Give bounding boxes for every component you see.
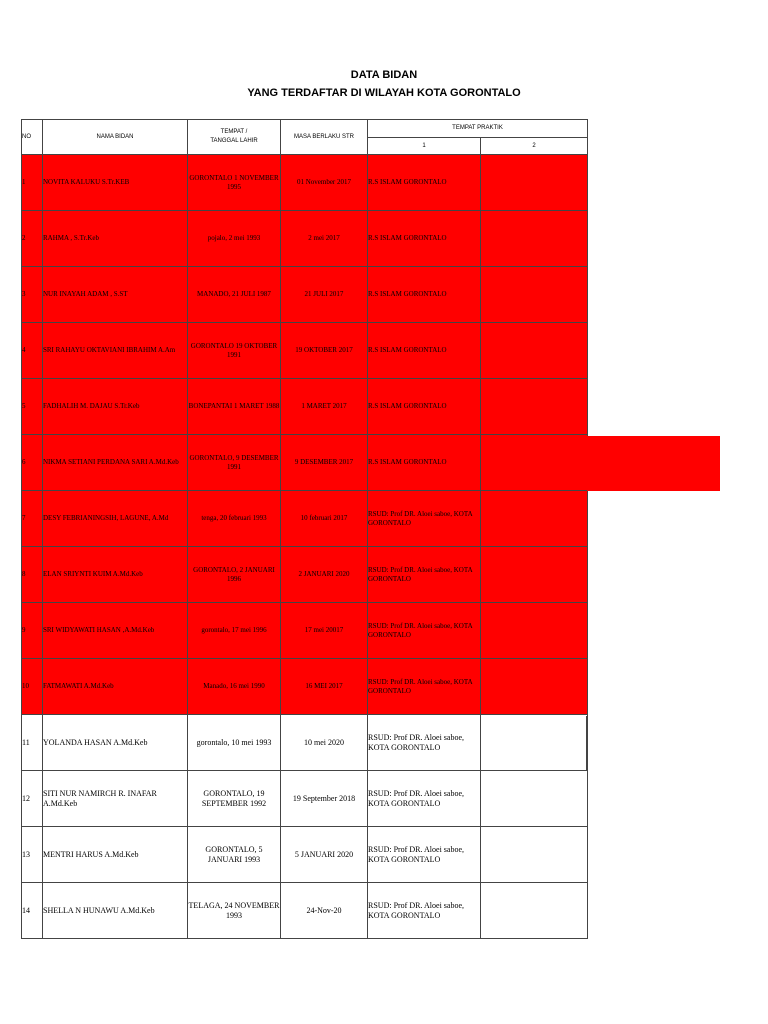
tempat-tanggal-lahir-cell: GORONTALO, 2 JANUARI 1996 [188, 547, 281, 603]
masa-berlaku-cell: 2 JANUARI 2020 [281, 547, 368, 603]
table-row [22, 323, 588, 379]
nama-bidan-cell: NOVITA KALUKU S.Tr.KEB [43, 155, 188, 211]
header-praktik-1: 1 [368, 138, 481, 155]
header-no: NO [22, 120, 43, 155]
table-row [22, 603, 588, 659]
tempat-tanggal-lahir-cell: tenga, 20 februari 1993 [188, 491, 281, 547]
masa-berlaku-cell: 19 OKTOBER 2017 [281, 323, 368, 379]
document-title [0, 66, 768, 102]
table-row [22, 715, 588, 771]
nama-bidan-cell: DESY FEBRIANINGSIH, LAGUNE, A.Md [43, 491, 188, 547]
masa-berlaku-cell: 21 JULI 2017 [281, 267, 368, 323]
tempat-tanggal-lahir-cell: GORONTALO 1 NOVEMBER 1995 [188, 155, 281, 211]
table-row [22, 827, 588, 883]
row-number: 8 [22, 547, 43, 603]
tempat-praktik-1-cell: RSUD: Prof DR. Aloei saboe, KOTA GORONTALO [368, 827, 481, 883]
tempat-praktik-1-cell: RSUD: Prof DR. Aloei saboe, KOTA GORONTALO [368, 771, 481, 827]
tempat-tanggal-lahir-cell: gorontalo, 10 mei 1993 [188, 715, 281, 771]
tempat-tanggal-lahir-cell: gorontalo, 17 mei 1996 [188, 603, 281, 659]
row-number: 11 [22, 715, 43, 771]
masa-berlaku-cell: 1 MARET 2017 [281, 379, 368, 435]
header-praktik-2: 2 [481, 138, 588, 155]
nama-bidan-cell: NUR INAYAH ADAM , S.ST [43, 267, 188, 323]
tempat-praktik-2-cell [481, 827, 588, 883]
tempat-praktik-2-cell [481, 771, 588, 827]
tempat-praktik-1-cell: RSUD: Prof DR. Aloei saboe, KOTA GORONTALO [368, 883, 481, 939]
row-number: 9 [22, 603, 43, 659]
row-number: 2 [22, 211, 43, 267]
tempat-praktik-2-cell [481, 379, 588, 435]
tempat-tanggal-lahir-cell: GORONTALO, 5 JANUARI 1993 [188, 827, 281, 883]
nama-bidan-cell: MENTRI HARUS A.Md.Keb [43, 827, 188, 883]
table-row [22, 155, 588, 211]
tempat-praktik-2-cell [481, 715, 588, 771]
table-row [22, 379, 588, 435]
tempat-tanggal-lahir-cell: MANADO, 21 JULI 1987 [188, 267, 281, 323]
row-number: 1 [22, 155, 43, 211]
masa-berlaku-cell: 19 September 2018 [281, 771, 368, 827]
row-number: 7 [22, 491, 43, 547]
tempat-tanggal-lahir-cell: Manado, 16 mei 1990 [188, 659, 281, 715]
header-tempat-line: TEMPAT / [220, 129, 248, 135]
nama-bidan-cell: ELAN SRIYNTI KUIM A.Md.Keb [43, 547, 188, 603]
header-tempat-praktik: TEMPAT PRAKTIK [368, 120, 588, 138]
table-row [22, 659, 588, 715]
tempat-praktik-2-cell [481, 323, 588, 379]
title-line-2: YANG TERDAFTAR DI WILAYAH KOTA GORONTALO [247, 87, 521, 99]
tempat-praktik-1-cell: R.S ISLAM GORONTALO [368, 155, 481, 211]
tempat-praktik-1-cell: R.S ISLAM GORONTALO [368, 435, 481, 491]
tempat-praktik-1-cell: RSUD: Prof DR. Aloei saboe, KOTA GORONTALO [368, 715, 481, 771]
masa-berlaku-cell: 24-Nov-20 [281, 883, 368, 939]
tempat-tanggal-lahir-cell: GORONTALO, 19 SEPTEMBER 1992 [188, 771, 281, 827]
row-number: 12 [22, 771, 43, 827]
table-row [22, 267, 588, 323]
header-nama-bidan: NAMA BIDAN [43, 120, 188, 155]
table-row [22, 771, 588, 827]
tempat-praktik-1-cell: R.S ISLAM GORONTALO [368, 323, 481, 379]
masa-berlaku-cell: 2 mei 2017 [281, 211, 368, 267]
masa-berlaku-cell: 5 JANUARI 2020 [281, 827, 368, 883]
tempat-praktik-2-cell [481, 211, 588, 267]
red-highlight-block [587, 436, 720, 491]
tempat-praktik-2-cell [481, 883, 588, 939]
masa-berlaku-cell: 9 DESEMBER 2017 [281, 435, 368, 491]
nama-bidan-cell: NIKMA SETIANI PERDANA SARI A.Md.Keb [43, 435, 188, 491]
nama-bidan-cell: SITI NUR NAMIRCH R. INAFAR A.Md.Keb [43, 771, 188, 827]
header-row-1 [22, 120, 588, 138]
nama-bidan-cell: RAHMA , S.Tr.Keb [43, 211, 188, 267]
table-row [22, 547, 588, 603]
title-line-1: DATA BIDAN [350, 69, 418, 81]
row-number: 3 [22, 267, 43, 323]
nama-bidan-cell: YOLANDA HASAN A.Md.Keb [43, 715, 188, 771]
nama-bidan-cell: FATMAWATI A.Md.Keb [43, 659, 188, 715]
table-row [22, 491, 588, 547]
tempat-tanggal-lahir-cell: BONEPANTAI 1 MARET 1988 [188, 379, 281, 435]
header-masa-berlaku-str: MASA BERLAKU STR [281, 120, 368, 155]
nama-bidan-cell: FADHALIH M. DAJAU S.Tr.Keb [43, 379, 188, 435]
tempat-praktik-2-cell [481, 155, 588, 211]
tempat-tanggal-lahir-cell: GORONTALO 19 OKTOBER 1991 [188, 323, 281, 379]
tempat-praktik-2-cell [481, 435, 588, 491]
tempat-praktik-2-cell [481, 267, 588, 323]
tempat-praktik-2-cell [481, 659, 588, 715]
masa-berlaku-cell: 10 mei 2020 [281, 715, 368, 771]
masa-berlaku-cell: 17 mei 20017 [281, 603, 368, 659]
row-number: 5 [22, 379, 43, 435]
tempat-praktik-1-cell: RSUD: Prof DR. Aloei saboe, KOTA GORONTALO [368, 603, 481, 659]
table-row [22, 883, 588, 939]
tempat-tanggal-lahir-cell: pojalo, 2 mei 1993 [188, 211, 281, 267]
tempat-tanggal-lahir-cell: TELAGA, 24 NOVEMBER 1993 [188, 883, 281, 939]
row-number: 13 [22, 827, 43, 883]
tempat-praktik-1-cell: RSUD: Prof DR. Aloei saboe, KOTA GORONTALO [368, 659, 481, 715]
tempat-praktik-1-cell: R.S ISLAM GORONTALO [368, 379, 481, 435]
tempat-praktik-1-cell: RSUD: Prof DR. Aloei saboe, KOTA GORONTALO [368, 547, 481, 603]
tempat-praktik-2-cell [481, 491, 588, 547]
nama-bidan-cell: SRI RAHAYU OKTAVIANI IBRAHIM A.Am [43, 323, 188, 379]
tempat-praktik-1-cell: R.S ISLAM GORONTALO [368, 267, 481, 323]
row-number: 14 [22, 883, 43, 939]
bidan-table [21, 119, 588, 939]
tempat-tanggal-lahir-cell: GORONTALO, 9 DESEMBER 1991 [188, 435, 281, 491]
border-tick [586, 716, 587, 770]
nama-bidan-cell: SRI WIDYAWATI HASAN ,A.Md.Keb [43, 603, 188, 659]
masa-berlaku-cell: 10 februari 2017 [281, 491, 368, 547]
header-tempat-tanggal-lahir [188, 120, 281, 155]
masa-berlaku-cell: 01 November 2017 [281, 155, 368, 211]
tempat-praktik-1-cell: R.S ISLAM GORONTALO [368, 211, 481, 267]
row-number: 6 [22, 435, 43, 491]
row-number: 10 [22, 659, 43, 715]
tempat-praktik-2-cell [481, 603, 588, 659]
table-row [22, 211, 588, 267]
nama-bidan-cell: SHELLA N HUNAWU A.Md.Keb [43, 883, 188, 939]
header-tanggal-line: TANGGAL LAHIR [210, 138, 258, 144]
tempat-praktik-2-cell [481, 547, 588, 603]
masa-berlaku-cell: 16 MEI 2017 [281, 659, 368, 715]
table-row [22, 435, 588, 491]
row-number: 4 [22, 323, 43, 379]
tempat-praktik-1-cell: RSUD: Prof DR. Aloei saboe, KOTA GORONTALO [368, 491, 481, 547]
